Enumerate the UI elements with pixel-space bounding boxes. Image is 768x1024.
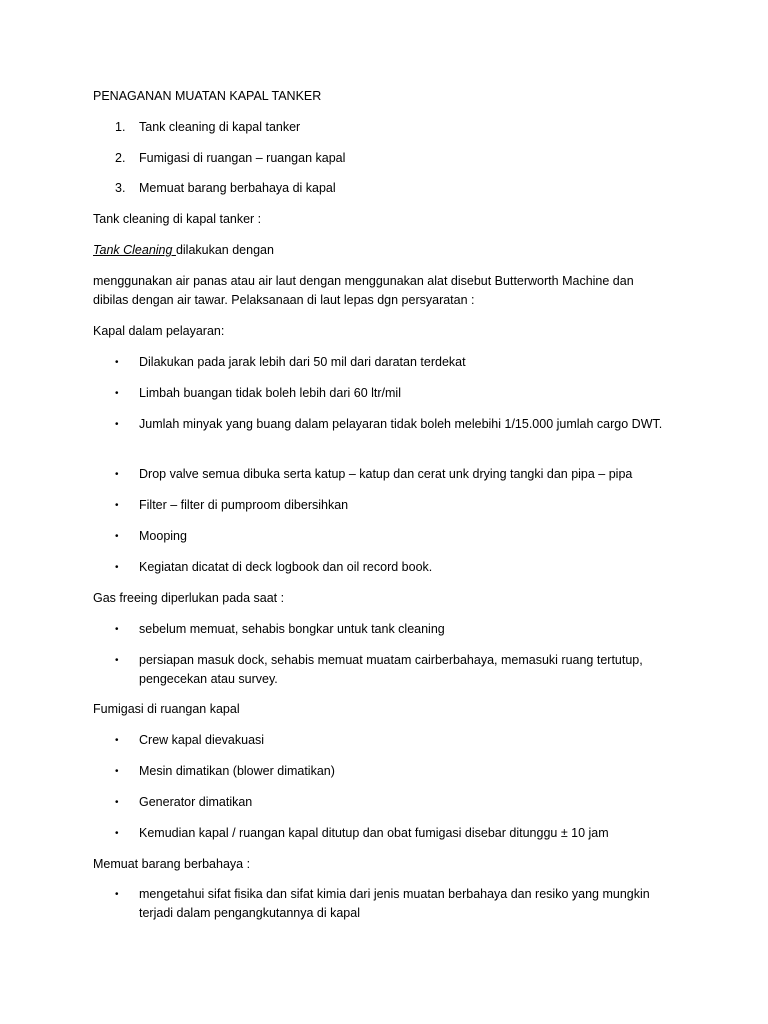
document-title: PENAGANAN MUATAN KAPAL TANKER xyxy=(93,89,322,103)
section-heading-tank-cleaning: Tank cleaning di kapal tanker : xyxy=(93,212,262,226)
tank-cleaning-intro xyxy=(93,241,683,260)
bullet-text: Limbah buangan tidak boleh lebih dari 60 ltr/mil xyxy=(139,386,401,400)
tank-cleaning-intro-rest: dilakukan dengan xyxy=(175,243,274,257)
numbered-marker: 3. xyxy=(115,181,126,195)
bullet-text: sebelum memuat, sehabis bongkar untuk tank cleaning xyxy=(139,622,445,636)
bullet-marker: • xyxy=(115,655,119,666)
bullet-text: Kemudian kapal / ruangan kapal ditutup dan obat fumigasi disebar ditunggu ± 10 jam xyxy=(139,826,609,840)
bullet-marker: • xyxy=(115,469,119,480)
bullet-marker: • xyxy=(115,828,119,839)
bullet-text: Crew kapal dievakuasi xyxy=(139,733,265,747)
bullet-marker: • xyxy=(115,388,119,399)
numbered-text: Memuat barang berbahaya di kapal xyxy=(139,181,336,195)
bullet-marker: • xyxy=(115,624,119,635)
section-heading-fumigasi: Fumigasi di ruangan kapal xyxy=(93,702,240,716)
bullet-text: mengetahui sifat fisika dan sifat kimia dari jenis muatan berbahaya dan resiko yang mungkin terjadi dalam pengangkutannya di kapal xyxy=(139,887,650,920)
section-heading-gas-freeing: Gas freeing diperlukan pada saat : xyxy=(93,591,285,605)
numbered-marker: 2. xyxy=(115,151,126,165)
subheading-kapal-pelayaran: Kapal dalam pelayaran: xyxy=(93,324,225,338)
numbered-text: Fumigasi di ruangan – ruangan kapal xyxy=(139,151,346,165)
bullet-text: Drop valve semua dibuka serta katup – katup dan cerat unk drying tangki dan pipa – pipa xyxy=(139,467,633,481)
bullet-text: Jumlah minyak yang buang dalam pelayaran tidak boleh melebihi 1/15.000 jumlah cargo DWT. xyxy=(139,417,663,431)
numbered-text: Tank cleaning di kapal tanker xyxy=(139,120,301,134)
bullet-text: Dilakukan pada jarak lebih dari 50 mil dari daratan terdekat xyxy=(139,355,466,369)
bullet-marker: • xyxy=(115,531,119,542)
bullet-text: Filter – filter di pumproom dibersihkan xyxy=(139,498,349,512)
numbered-marker: 1. xyxy=(115,120,126,134)
bullet-marker: • xyxy=(115,766,119,777)
bullet-marker: • xyxy=(115,500,119,511)
bullet-text: Generator dimatikan xyxy=(139,795,253,809)
tank-cleaning-emphasis: Tank Cleaning xyxy=(93,243,176,257)
bullet-text: Mesin dimatikan (blower dimatikan) xyxy=(139,764,335,778)
bullet-marker: • xyxy=(115,735,119,746)
tank-cleaning-body: menggunakan air panas atau air laut dengan menggunakan alat disebut Butterworth Machine dan dibilas dengan air tawar. Pelaksanaan di laut lepas dgn persyaratan : xyxy=(93,274,634,307)
bullet-marker: • xyxy=(115,797,119,808)
bullet-marker: • xyxy=(115,562,119,573)
bullet-text: persiapan masuk dock, sehabis memuat muatam cairberbahaya, memasuki ruang tertutup, pengecekan atau survey. xyxy=(139,653,643,686)
bullet-marker: • xyxy=(115,419,119,430)
section-heading-memuat: Memuat barang berbahaya : xyxy=(93,857,251,871)
bullet-text: Kegiatan dicatat di deck logbook dan oil record book. xyxy=(139,560,433,574)
bullet-text: Mooping xyxy=(139,529,187,543)
bullet-marker: • xyxy=(115,889,119,900)
bullet-marker: • xyxy=(115,357,119,368)
